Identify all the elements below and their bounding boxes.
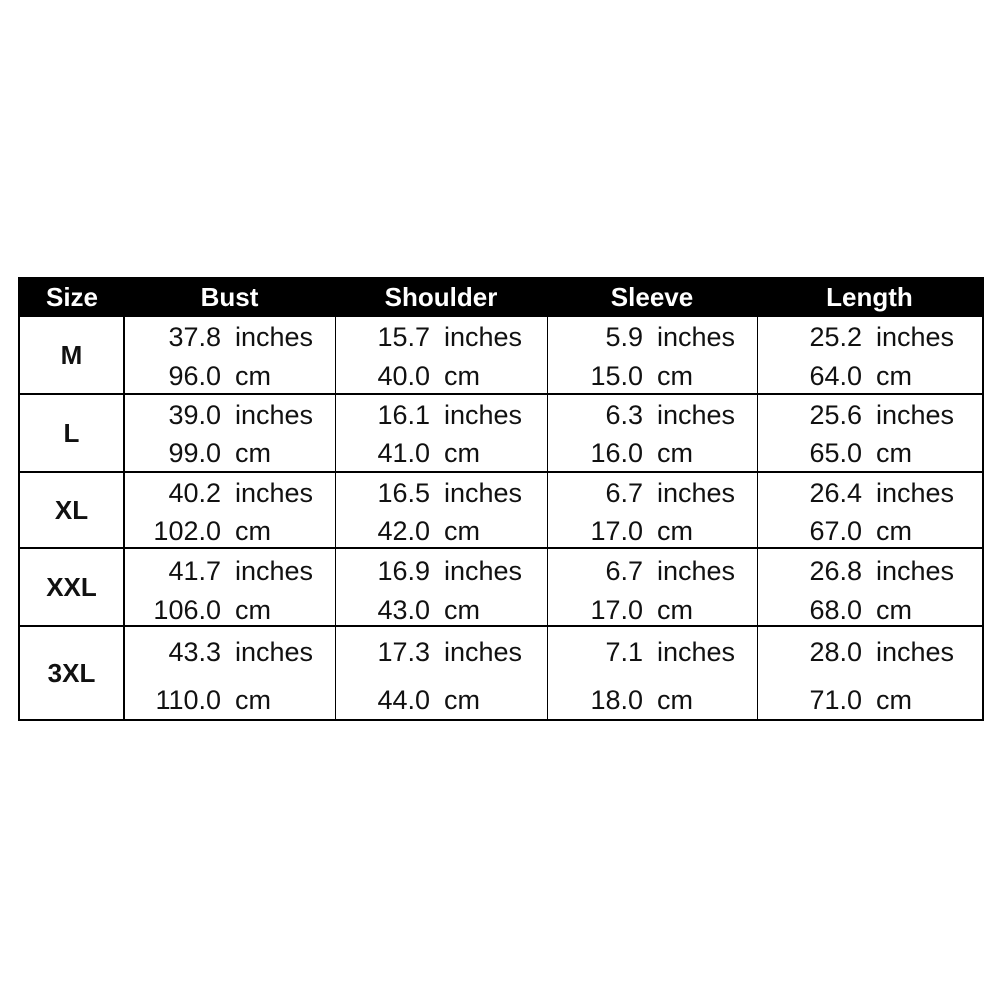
bust-cell [124,549,335,625]
shoulder-inches-unit: inches [444,636,523,667]
length-inches-unit: inches [876,555,955,586]
sleeve-cm-line [548,438,757,468]
shoulder-cell [335,473,547,547]
header-sleeve: Sleeve [610,281,694,312]
length-cm-value: 71.0 [809,684,862,715]
sleeve-inches-value: 5.9 [605,321,643,352]
table-row [20,547,982,625]
bust-cell [124,317,335,393]
sleeve-inches-unit: inches [657,477,736,508]
bust-inches-line [125,556,335,586]
length-inches-value: 28.0 [809,636,862,667]
sleeve-cm-line [548,595,757,625]
bust-inches-value: 41.7 [168,555,221,586]
sleeve-cell [547,627,757,719]
shoulder-inches-line [336,322,547,352]
length-cell [757,627,982,719]
bust-inches-line [125,322,335,352]
size-label: XL [20,473,124,547]
sleeve-inches-line [548,322,757,352]
bust-inches-line [125,400,335,430]
bust-cm-line [125,438,335,468]
shoulder-inches-line [336,637,547,667]
length-cell [757,317,982,393]
length-cell [757,395,982,471]
length-cm-value: 67.0 [809,515,862,546]
size-label: XXL [20,549,124,625]
bust-cm-line [125,685,335,715]
shoulder-cm-unit: cm [444,594,480,625]
length-cm-line [758,438,982,468]
shoulder-cm-value: 44.0 [377,684,430,715]
table-row [20,625,982,719]
bust-inches-unit: inches [235,636,314,667]
bust-inches-value: 43.3 [168,636,221,667]
length-cm-line [758,361,982,391]
length-inches-unit: inches [876,399,955,430]
shoulder-inches-unit: inches [444,555,523,586]
length-cm-unit: cm [876,515,912,546]
length-cm-value: 65.0 [809,437,862,468]
length-cell [757,473,982,547]
header-bust: Bust [200,281,259,312]
shoulder-cm-unit: cm [444,515,480,546]
sleeve-cm-unit: cm [657,437,693,468]
shoulder-inches-value: 15.7 [377,321,430,352]
shoulder-cm-line [336,595,547,625]
bust-cell [124,627,335,719]
shoulder-cm-line [336,516,547,546]
bust-cm-value: 102.0 [153,515,221,546]
shoulder-inches-value: 16.5 [377,477,430,508]
sleeve-inches-value: 6.7 [605,477,643,508]
shoulder-cell [335,317,547,393]
shoulder-inches-value: 16.1 [377,399,430,430]
sleeve-inches-unit: inches [657,399,736,430]
length-inches-value: 26.4 [809,477,862,508]
shoulder-cm-value: 42.0 [377,515,430,546]
bust-cm-unit: cm [235,594,271,625]
sleeve-cm-line [548,685,757,715]
shoulder-inches-unit: inches [444,321,523,352]
bust-inches-value: 39.0 [168,399,221,430]
shoulder-inches-value: 16.9 [377,555,430,586]
length-inches-line [758,322,982,352]
bust-cm-value: 96.0 [168,360,221,391]
length-inches-value: 26.8 [809,555,862,586]
bust-cell [124,395,335,471]
length-inches-unit: inches [876,477,955,508]
sleeve-inches-line [548,637,757,667]
bust-cm-line [125,595,335,625]
shoulder-cm-unit: cm [444,437,480,468]
bust-cm-unit: cm [235,360,271,391]
bust-inches-unit: inches [235,477,314,508]
length-inches-line [758,637,982,667]
length-inches-line [758,478,982,508]
sleeve-cm-unit: cm [657,515,693,546]
shoulder-cm-line [336,438,547,468]
length-cm-unit: cm [876,360,912,391]
sleeve-inches-value: 6.3 [605,399,643,430]
table-row [20,315,982,393]
sleeve-inches-line [548,400,757,430]
bust-inches-line [125,478,335,508]
bust-inches-unit: inches [235,555,314,586]
shoulder-cell [335,395,547,471]
shoulder-cell [335,627,547,719]
shoulder-cm-value: 40.0 [377,360,430,391]
length-cm-unit: cm [876,437,912,468]
shoulder-cm-value: 43.0 [377,594,430,625]
sleeve-cm-value: 18.0 [590,684,643,715]
bust-cm-value: 110.0 [155,684,221,715]
header-shoulder: Shoulder [384,281,498,312]
bust-cm-value: 106.0 [153,594,221,625]
sleeve-inches-unit: inches [657,636,736,667]
sleeve-cell [547,317,757,393]
size-label: M [20,317,124,393]
length-cm-value: 68.0 [809,594,862,625]
sleeve-cm-line [548,361,757,391]
header-size: Size [45,281,99,312]
sleeve-cm-line [548,516,757,546]
table-header [20,279,982,315]
shoulder-inches-line [336,556,547,586]
shoulder-inches-unit: inches [444,399,523,430]
shoulder-cm-unit: cm [444,684,480,715]
shoulder-inches-value: 17.3 [377,636,430,667]
bust-cm-unit: cm [235,437,271,468]
shoulder-cm-unit: cm [444,360,480,391]
length-cm-value: 64.0 [809,360,862,391]
length-inches-line [758,400,982,430]
bust-cm-line [125,516,335,546]
sleeve-inches-value: 6.7 [605,555,643,586]
sleeve-cm-unit: cm [657,360,693,391]
sleeve-cm-value: 15.0 [590,360,643,391]
size-chart-table [18,277,984,721]
sleeve-inches-line [548,478,757,508]
shoulder-cm-line [336,685,547,715]
bust-cm-unit: cm [235,684,271,715]
length-inches-line [758,556,982,586]
bust-cell [124,473,335,547]
shoulder-cm-value: 41.0 [377,437,430,468]
bust-cm-value: 99.0 [168,437,221,468]
shoulder-inches-unit: inches [444,477,523,508]
sleeve-cm-value: 16.0 [590,437,643,468]
bust-cm-line [125,361,335,391]
size-label: 3XL [20,627,124,719]
bust-inches-unit: inches [235,321,314,352]
bust-inches-unit: inches [235,399,314,430]
length-inches-value: 25.6 [809,399,862,430]
sleeve-inches-unit: inches [657,321,736,352]
bust-inches-value: 40.2 [168,477,221,508]
length-cm-line [758,595,982,625]
table-row [20,393,982,471]
length-cm-unit: cm [876,594,912,625]
length-inches-unit: inches [876,321,955,352]
sleeve-inches-line [548,556,757,586]
shoulder-cell [335,549,547,625]
bust-inches-line [125,637,335,667]
header-length: Length [826,281,913,312]
length-cm-line [758,685,982,715]
length-inches-unit: inches [876,636,955,667]
sleeve-cell [547,549,757,625]
length-inches-value: 25.2 [809,321,862,352]
bust-inches-value: 37.8 [168,321,221,352]
sleeve-cell [547,473,757,547]
sleeve-cm-value: 17.0 [590,515,643,546]
bust-cm-unit: cm [235,515,271,546]
length-cm-unit: cm [876,684,912,715]
sleeve-cm-unit: cm [657,594,693,625]
sleeve-inches-value: 7.1 [605,636,643,667]
shoulder-cm-line [336,361,547,391]
size-label: L [20,395,124,471]
length-cm-line [758,516,982,546]
table-row [20,471,982,547]
sleeve-cm-value: 17.0 [590,594,643,625]
sleeve-cell [547,395,757,471]
sleeve-cm-unit: cm [657,684,693,715]
sleeve-inches-unit: inches [657,555,736,586]
length-cell [757,549,982,625]
shoulder-inches-line [336,400,547,430]
shoulder-inches-line [336,478,547,508]
